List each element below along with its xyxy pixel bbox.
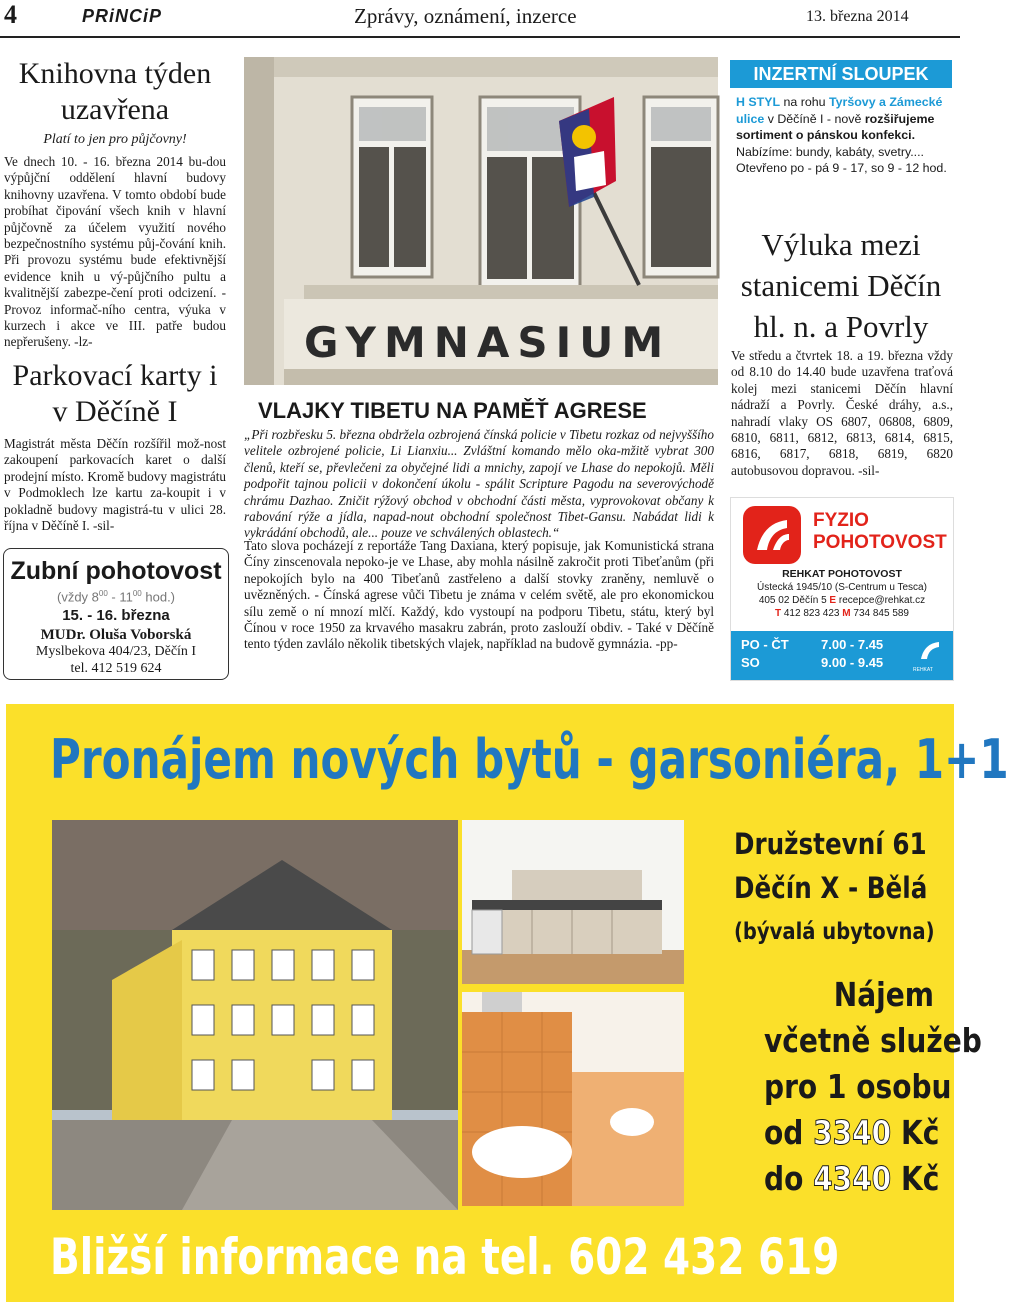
header-divider [0,36,960,38]
tibet-quote: „Při rozbřesku 5. března obdržela ozbrojená čínská policie v Tibetu rozkaz od nejvyššího velitele ozbrojené policie, Li Lianxiu... Zvláštní komando mělo oka-mžitě vybrat 300 členů, kteří se, převlečeni za obyčejné lidi a mnichy, zapojí ve Lhase do nepokojů. Měli podpořit tajnou policii v dokončení úkolu - spálit Scripture Pagodu na severovýchodě chrámu Dazhao. Zničit rýžový obchod v obchodní části města, vyprovokovat občany k rabování rýže a jídla, napad-nout obchodní společnost Tibet-Gansu. Nabádat lidi k vykrádání obchodů, ale... pouze ve schválených oblastech.“ [244,427,714,541]
parking-article-text: Magistrát města Děčín rozšířil mož-nost zakoupení parkovacích karet o další prodejní místo. Kromě budovy magistrátu v Podmoklech lze kartu za-koupit i v pokladně budovy magistrá-tu v ulici 28. října v Děčíně I. -sil- [4,436,226,534]
fyzio-address-1: Ústecká 1945/10 (S-Centrum u Tesca) [757,582,927,593]
railway-closure-text: Ve středu a čtvrtek 18. a 19. března vždy od 8.10 do 14.40 bude uzavřena traťová kolej mezi stanicemi Děčín hlavní nádraží a Povrly. České dráhy, a.s., nahradí vlaky OS 6807, 06808, 6809, 6810, 6811, 6812, 6813, 6814, 6815, 6816, 6817, 6818, 6819, 6820 autobusovou dopravou. -sil- [731,348,953,478]
ad-address-line-1: Družstevní 61 [734,827,927,861]
classified-header: INZERTNÍ SLOUPEK [730,60,952,88]
hours-days-2: SO [741,655,760,670]
hours-time-1: 7.00 - 7.45 [821,637,884,652]
fyzio-ad [730,497,954,681]
hours-days-1: PO - ČT [741,637,789,652]
gymnasium-building-illustration [244,57,718,385]
fyzio-name: FYZIO [813,510,869,531]
dental-address: Myslbekova 404/23, Děčín I [35,644,197,659]
railway-closure-headline: Výluka mezi stanicemi Děčín hl. n. a Povrly [740,227,942,344]
hours-time-2: 9.00 - 9.45 [821,655,884,670]
kitchen-photo [462,820,684,984]
fyzio-hours-bar [731,631,953,680]
shop-street: Tyršovy a Zámecké ulice [736,95,943,126]
section-title: Zprávy, oznámení, inzerce [354,4,577,28]
parking-headline: Parkovací karty i v Děčíně I [12,359,218,428]
ad-rent-line-2: včetně služeb [764,1021,982,1060]
tibet-headline: VLAJKY TIBETU NA PAMĚŤ AGRESE [258,398,647,423]
ad-rent-from: od 3340 Kč [764,1113,940,1152]
page-number: 4 [4,0,17,29]
dental-doctor: MUDr. Oluša Voborská [40,627,192,643]
house-photo [52,820,458,1210]
rehkat-small-logo-icon [917,639,943,663]
dental-hours: (vždy $8^{00} - 11^{00}$ hod.) [56,589,176,605]
bathroom-photo [462,992,684,1206]
ad-address-line-3: (bývalá ubytovna) [734,919,935,945]
library-subtitle: Platí to jen pro půjčovny! [43,132,187,147]
bathroom-illustration [462,992,684,1206]
page-header [0,0,960,36]
issue-date: 13. března 2014 [806,8,909,25]
ad-rent-line-1: Nájem [833,975,934,1014]
ad-contact-line: Bližší informace na tel. 602 432 619 [50,1228,840,1286]
ad-address-line-2: Děčín X - Bělá [734,871,928,905]
gymnasium-photo [244,57,718,385]
dental-date: 15. - 16. března [62,607,170,624]
dental-emergency-box [3,548,229,680]
rehkat-logo-icon [743,506,801,564]
house-illustration [52,820,458,1210]
ad-rent-line-3: pro 1 osobu [764,1067,952,1106]
dental-title: Zubní pohotovost [10,557,222,585]
shop-name: H STYL [736,95,781,109]
ad-headline: Pronájem nových bytů - garsoniéra, 1+1 [50,728,1009,791]
pohotovost-name: POHOTOVOST [813,532,947,553]
ad-rent-block [764,972,982,1202]
library-headline: Knihovna týden uzavřena [18,57,212,126]
newspaper-logo: PRiNCiP [82,6,163,26]
fyzio-address-2: 405 02 Děčín 5 E recepce@rehkat.cz [758,595,926,606]
ad-rent-to: do 4340 Kč [764,1159,940,1198]
kitchen-illustration [462,820,684,984]
fyzio-phones: T 412 823 423 M 734 845 589 [774,608,909,619]
library-article-text: Ve dnech 10. - 16. března 2014 bu-dou výpůjční oddělení hlavní budovy knihovny uzavřena. V tomto období bude probíhat čipování všech knih v hlavní půjčovně za účelem využití nového bezpečnostního systému půj-čování knih. Při provozu systému bude efektivnější evidence knih u vý-půjčního pultu a kvalitnější zabezpe-čení proti odcizení. - Provoz informač-ního centra, výuka v kurzech i akce ve III. patře budou nepřerušeny. -lz- [4,154,226,350]
rehkat-small-logo-text: REHKAT [913,667,933,673]
gymnasium-sign: GYMNASIUM [304,318,672,367]
classified-ad-text: H STYL na rohu Tyršovy a Zámecké ulice v Děčíně I - nově rozšiřujeme sortiment o pánskou konfekci. Nabízíme: bundy, kabáty, svetry.... Otevřeno po - pá 9 - 17, so 9 - 12 hod. [736,95,947,176]
dental-phone: tel. 412 519 624 [70,661,162,676]
fyzio-company: REHKAT POHOTOVOST [782,568,902,580]
ad-address-block [734,822,935,954]
tibet-article-text: Tato slova pocházejí z reportáže Tang Daxiana, který popisuje, jak Komunistická strana Číny zinscenovala nepoko-je ve Lhase, aby mohla násilně zakročit proti Tibeťanům (při nepokojích bylo na 400 Tibeťanů zastřeleno a další stovky zraněny, nemluvě o uvězněných. - Čínská agrese vůči Tibetu je známa v celém světě, ale pro ekonomickou sílu země o ní mnozí mlčí. Každý, kdo vystoupí na podporu Tibetu, státu, který byl Čínou v roce 1950 za krvavého masakru zabrán, proto zaslouží obdiv. - Také v Děčíně tento týden zavlálo několik tibetských vlajek, například na budově gymnázia. -pp- [244,538,714,652]
